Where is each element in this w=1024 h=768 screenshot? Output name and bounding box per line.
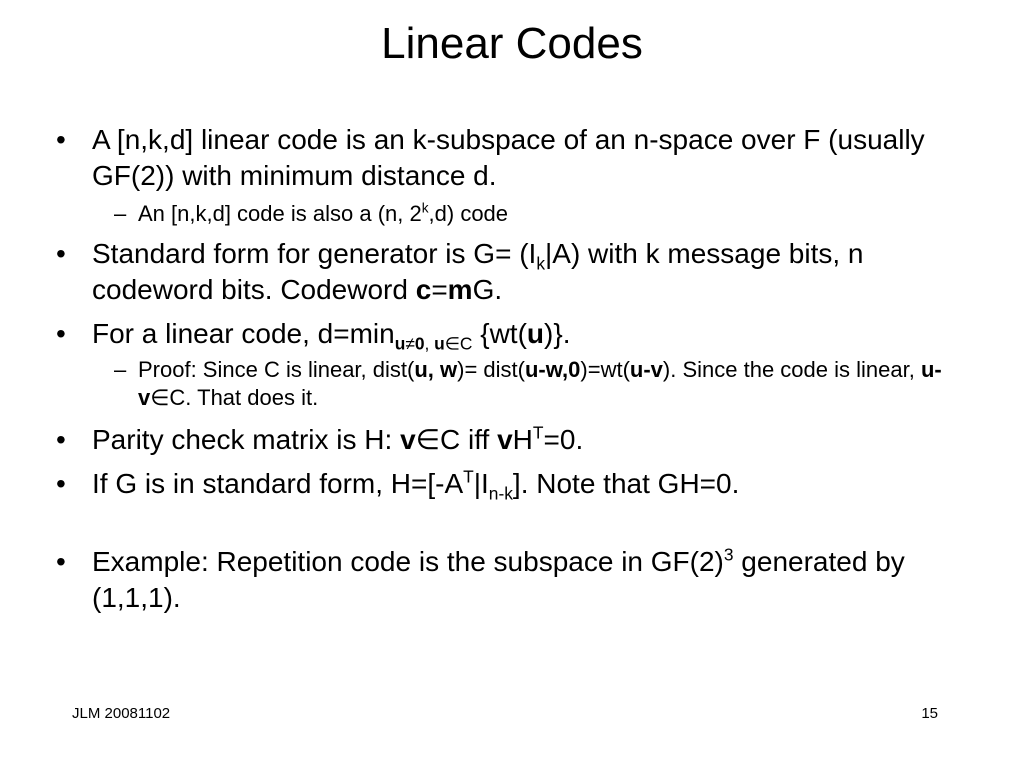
- superscript-t: T: [532, 422, 544, 443]
- dash-icon: –: [114, 357, 127, 382]
- dash-icon: –: [114, 201, 127, 226]
- slide-title: Linear Codes: [381, 19, 643, 68]
- sub-bold-0: 0: [414, 333, 425, 354]
- superscript-t: T: [463, 466, 474, 487]
- bullet-text-mid: |I: [473, 468, 489, 499]
- bullet-text: A [n,k,d] linear code is an k-subspace of an n-space over F (usually GF(2)) with minimum distance d.: [92, 124, 925, 191]
- subscript-k: k: [536, 253, 545, 274]
- proof-bold-uw: u, w: [414, 357, 458, 382]
- bullet-icon: •: [56, 124, 66, 155]
- footer-author-date: JLM 20081102: [72, 705, 171, 722]
- subbullet-code-notation: [56, 200, 986, 228]
- footer-page-number: 15: [921, 705, 938, 722]
- proof-bold-uw0: u-w,0: [524, 357, 581, 382]
- proof-p3: )= dist(: [457, 357, 525, 382]
- bold-c: c: [415, 274, 432, 305]
- proof-bold-uv: u-v: [629, 357, 663, 382]
- bullet-text-pre: For a linear code, d=min: [92, 318, 395, 349]
- bullet-parity-check: [56, 422, 986, 458]
- bullet-text-pre: Example: Repetition code is the subspace in GF(2): [92, 546, 724, 577]
- bullet-text-post: G.: [472, 274, 503, 305]
- bullet-text-post: ]. Note that GH=0.: [512, 468, 740, 499]
- bullet-icon: •: [56, 468, 66, 499]
- sub-comma: ,: [424, 333, 435, 354]
- proof-p7: ). Since the code is linear,: [662, 357, 921, 382]
- proof-p5: )=wt(: [580, 357, 630, 382]
- bullet-icon: •: [56, 424, 66, 455]
- bullet-text-pre: Standard form for generator is G= (I: [92, 238, 537, 269]
- sub-neq: ≠: [405, 333, 415, 354]
- subbullet-text-pre: An [n,k,d] code is also a (n, 2: [138, 201, 422, 226]
- superscript-k: k: [421, 200, 429, 216]
- sub-in-c: ∈C: [444, 333, 473, 354]
- bold-m: m: [447, 274, 473, 305]
- equals: =: [431, 274, 448, 305]
- bullet-text-mid: {wt(: [472, 318, 527, 349]
- min-subscript: [395, 334, 473, 354]
- slide-content: [56, 122, 986, 616]
- bullet-example: [56, 544, 986, 616]
- bullet-text-pre: Parity check matrix is H:: [92, 424, 401, 455]
- bullet-text-post: =0.: [543, 424, 584, 455]
- proof-p9: ∈C. That does it.: [150, 385, 319, 410]
- bullet-min-distance: [56, 316, 986, 352]
- bullet-standard-form-h: [56, 466, 986, 502]
- bullet-text-pre: If G is in standard form, H=[-A: [92, 468, 464, 499]
- bullet-text-mid: |A) with k message bits, n codeword bits. Codeword: [92, 238, 864, 305]
- subbullet-text-post: ,d) code: [428, 201, 509, 226]
- proof-p1: Proof: Since C is linear, dist(: [138, 357, 415, 382]
- bullet-text-mid: ∈C iff: [415, 424, 498, 455]
- bullet-icon: •: [56, 546, 66, 577]
- sub-bold-u2: u: [434, 333, 445, 354]
- bold-u: u: [526, 318, 545, 349]
- bullet-text-post: generated by (1,1,1).: [92, 546, 905, 613]
- bullet-linear-code-definition: [56, 122, 986, 194]
- bullet-standard-form: [56, 236, 986, 308]
- subscript-n-k: n-k: [488, 483, 513, 504]
- bullet-icon: •: [56, 318, 66, 349]
- sub-bold-u: u: [394, 333, 406, 354]
- bullet-icon: •: [56, 238, 66, 269]
- bullet-text-post: )}.: [544, 318, 571, 349]
- h-letter: H: [512, 424, 533, 455]
- bold-v: v: [400, 424, 416, 455]
- subbullet-proof: [56, 356, 986, 412]
- superscript-3: 3: [723, 544, 734, 565]
- proof-bold-uv2: u-v: [138, 357, 942, 410]
- bold-v2: v: [497, 424, 513, 455]
